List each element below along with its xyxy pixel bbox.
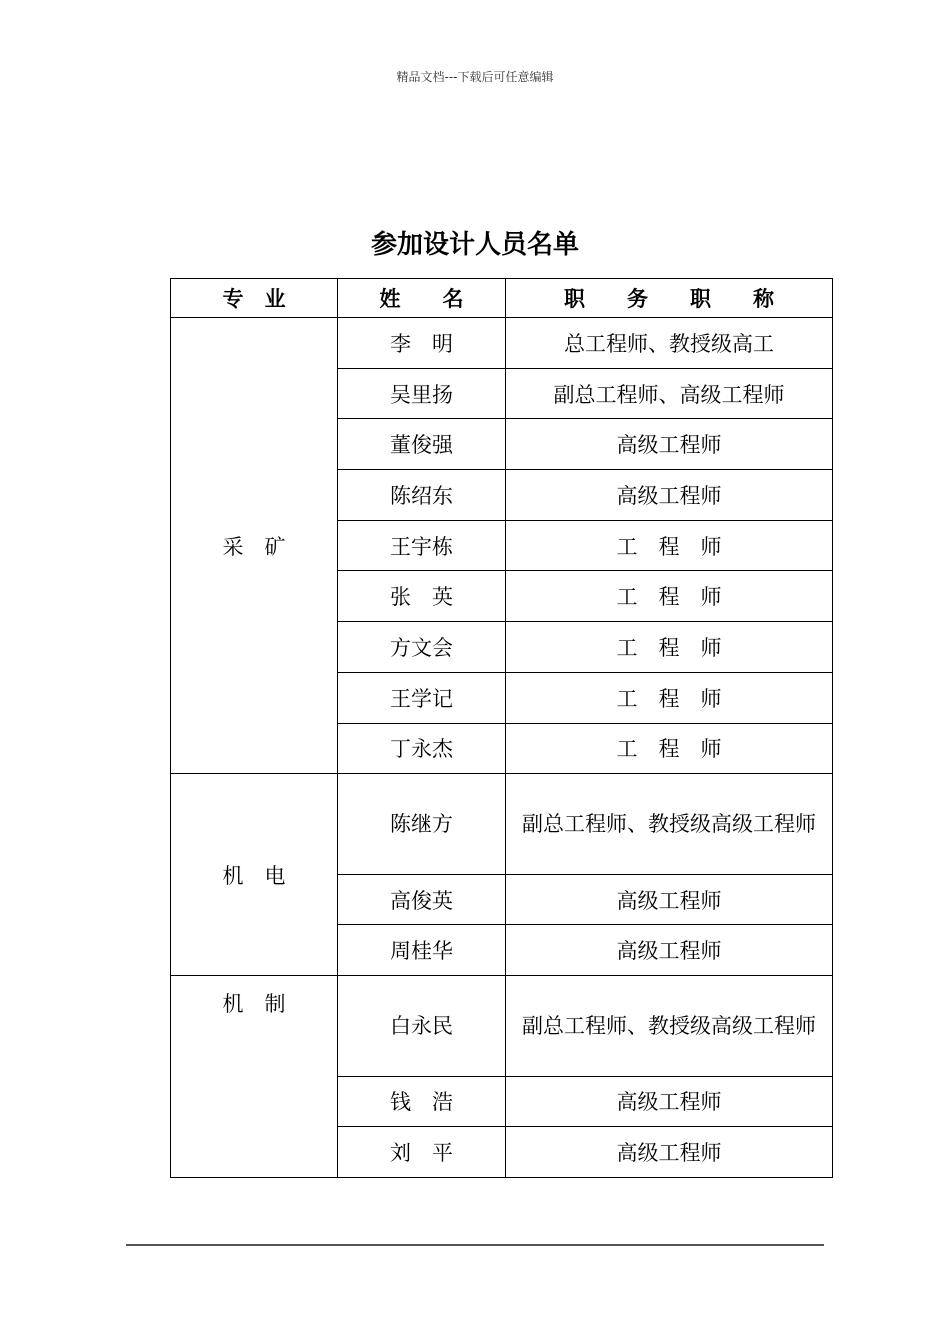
name-cell: 方文会 xyxy=(338,622,506,673)
title-cell: 总工程师、教授级高工 xyxy=(506,318,833,369)
name-cell: 周桂华 xyxy=(338,925,506,976)
name-cell: 陈继方 xyxy=(338,774,506,875)
header-position: 职 务 职 称 xyxy=(506,279,833,318)
title-cell: 工 程 师 xyxy=(506,520,833,571)
title-cell: 副总工程师、教授级高级工程师 xyxy=(506,774,833,875)
page-title: 参加设计人员名单 xyxy=(370,230,579,260)
major-cell: 采 矿 xyxy=(171,318,338,774)
table-row xyxy=(171,774,833,875)
watermark-text: 精品文档---下载后可任意编辑 xyxy=(396,70,554,84)
name-cell: 张 英 xyxy=(338,571,506,622)
title-cell: 高级工程师 xyxy=(506,470,833,521)
title-cell: 工 程 师 xyxy=(506,672,833,723)
title-cell: 副总工程师、教授级高级工程师 xyxy=(506,976,833,1077)
name-cell: 李 明 xyxy=(338,318,506,369)
name-cell: 钱 浩 xyxy=(338,1076,506,1127)
table-row xyxy=(171,318,833,369)
title-cell: 副总工程师、高级工程师 xyxy=(506,368,833,419)
name-cell: 陈绍东 xyxy=(338,470,506,521)
name-cell: 吴里扬 xyxy=(338,368,506,419)
header-name: 姓 名 xyxy=(338,279,506,318)
title-cell: 工 程 师 xyxy=(506,622,833,673)
header-row xyxy=(171,279,833,318)
title-cell: 工 程 师 xyxy=(506,723,833,774)
major-cell: 机 制 xyxy=(171,976,338,1178)
name-cell: 白永民 xyxy=(338,976,506,1077)
footer-divider xyxy=(126,1244,824,1246)
name-cell: 王宇栋 xyxy=(338,520,506,571)
title-cell: 高级工程师 xyxy=(506,1076,833,1127)
name-cell: 王学记 xyxy=(338,672,506,723)
table-row xyxy=(171,976,833,1077)
title-cell: 高级工程师 xyxy=(506,925,833,976)
title-cell: 高级工程师 xyxy=(506,874,833,925)
name-cell: 董俊强 xyxy=(338,419,506,470)
name-cell: 刘 平 xyxy=(338,1127,506,1178)
major-cell: 机 电 xyxy=(171,774,338,976)
name-cell: 高俊英 xyxy=(338,874,506,925)
staff-table xyxy=(170,278,833,1178)
title-cell: 工 程 师 xyxy=(506,571,833,622)
name-cell: 丁永杰 xyxy=(338,723,506,774)
title-cell: 高级工程师 xyxy=(506,1127,833,1178)
header-major: 专 业 xyxy=(171,279,338,318)
title-cell: 高级工程师 xyxy=(506,419,833,470)
